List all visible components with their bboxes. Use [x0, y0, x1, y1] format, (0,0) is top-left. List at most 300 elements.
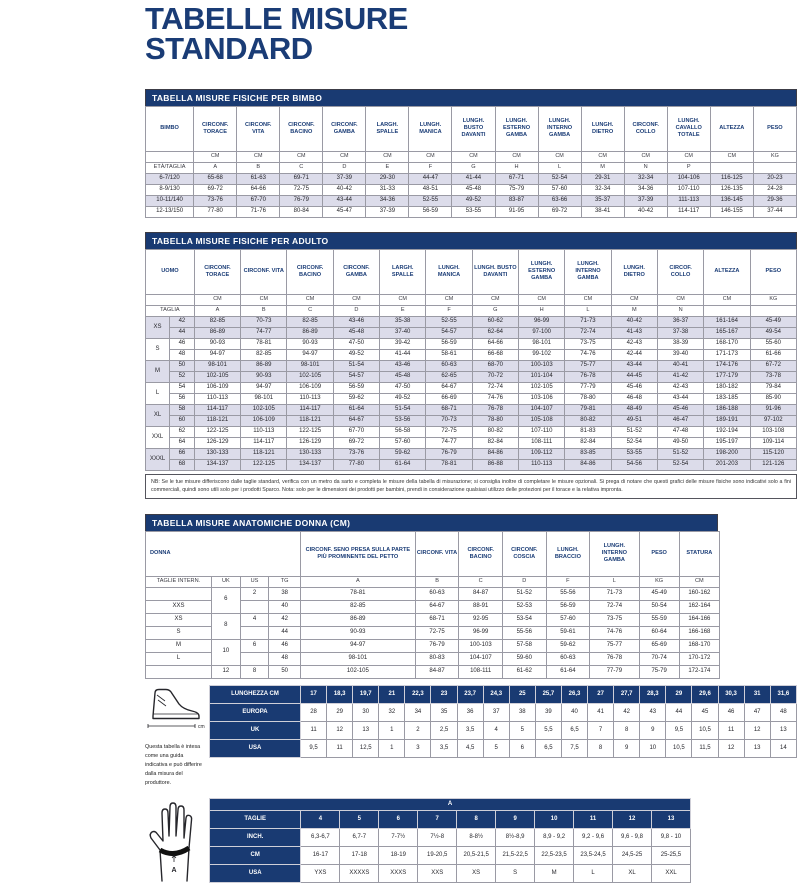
table-cell: 86-88 — [472, 459, 518, 470]
table-cell: 43-44 — [323, 195, 366, 206]
value-cell: 12 — [613, 810, 652, 828]
letter-cell: C — [280, 162, 323, 173]
value-cell: 45 — [692, 703, 718, 721]
intern-size — [146, 665, 212, 678]
unit-cell: CM — [581, 151, 624, 162]
column-header: CIRCONF. GAMBA — [333, 249, 379, 294]
row-label: UK — [210, 721, 301, 739]
table-cell: 45-46 — [611, 382, 657, 393]
tg-size: 46 — [269, 639, 301, 652]
table-cell: 71-73 — [590, 587, 639, 600]
row-label: INCH. — [210, 828, 301, 846]
shoes-section — [145, 685, 797, 789]
data-row — [146, 382, 797, 393]
us-size: 4 — [240, 613, 269, 626]
value-cell: 9,6 - 9,8 — [613, 828, 652, 846]
table-cell: 52-53 — [502, 600, 546, 613]
table-cell: 82-84 — [565, 437, 611, 448]
value-cell: 12 — [744, 721, 770, 739]
uk-size: 6 — [212, 587, 241, 613]
table-cell: 84-86 — [472, 448, 518, 459]
value-cell: 3 — [405, 739, 431, 757]
value-cell: 6,7-7 — [340, 828, 379, 846]
data-row — [146, 184, 797, 195]
table-cell: 66-68 — [472, 349, 518, 360]
table-cell: 174-176 — [704, 360, 750, 371]
column-header: LUNGH. MANICA — [409, 106, 452, 151]
data-row — [146, 206, 797, 217]
table-cell: 45-49 — [639, 587, 679, 600]
data-row — [210, 864, 691, 882]
column-header: ALTEZZA — [704, 249, 750, 294]
table-cell: 73-78 — [750, 371, 796, 382]
table-cell: 72-74 — [565, 327, 611, 338]
table-cell: 51-52 — [611, 426, 657, 437]
table-cell: 98-101 — [519, 338, 565, 349]
value-cell: 9,8 - 10 — [651, 828, 690, 846]
size-label: 58 — [170, 404, 195, 415]
value-cell: 3,5 — [457, 721, 483, 739]
table-cell: 108-111 — [519, 437, 565, 448]
table-cell: 84-87 — [459, 587, 503, 600]
table-cell: 32-34 — [624, 173, 667, 184]
unit-cell: CM — [704, 294, 750, 305]
table-cell: 36-37 — [657, 316, 703, 327]
value-cell: 11 — [301, 721, 327, 739]
table-cell: 47-50 — [333, 338, 379, 349]
data-row — [210, 721, 797, 739]
table-cell: 72-75 — [426, 426, 472, 437]
table-cell: 54-57 — [333, 371, 379, 382]
column-header: ALTEZZA — [710, 106, 753, 151]
table-cell: 73-76 — [333, 448, 379, 459]
intern-size: S — [146, 626, 212, 639]
table-cell: 71-73 — [565, 316, 611, 327]
letter-cell: E — [380, 305, 426, 316]
table-cell: 37-44 — [753, 206, 796, 217]
table-cell: 102-105 — [287, 371, 333, 382]
table-cell: 52-55 — [426, 316, 472, 327]
table-cell: 44-47 — [409, 173, 452, 184]
value-cell: 6 — [379, 810, 418, 828]
table-cell: 48-51 — [409, 184, 452, 195]
table-cell: 34-36 — [624, 184, 667, 195]
value-cell: 29 — [666, 685, 692, 703]
table-cell: 102-105 — [194, 371, 240, 382]
shoes-caption: Questa tabella è intesa come una guida indicativa e può differire dalla misura del produttore. — [145, 743, 202, 787]
table-cell: 126-129 — [194, 437, 240, 448]
table-cell: 103-108 — [750, 426, 796, 437]
data-row — [146, 587, 720, 600]
column-header: PESO — [639, 531, 679, 576]
value-cell: 25,7 — [535, 685, 561, 703]
table-cell: 56-58 — [380, 426, 426, 437]
value-cell: 4 — [483, 721, 509, 739]
table-cell: 78-81 — [241, 338, 287, 349]
table-cell: 37-39 — [624, 195, 667, 206]
value-cell: 5 — [340, 810, 379, 828]
size-label: 48 — [170, 349, 195, 360]
size-group-label: M — [146, 360, 170, 382]
table-cell: 49-51 — [611, 415, 657, 426]
table-cell: 45-48 — [380, 371, 426, 382]
value-cell: 7½-8 — [418, 828, 457, 846]
column-header: LUNGH. DIETRO — [581, 106, 624, 151]
table-cell: 171-173 — [704, 349, 750, 360]
value-cell: 25-25,5 — [651, 846, 690, 864]
table-cell: 63-66 — [538, 195, 581, 206]
shoes-side-column — [145, 685, 209, 789]
table-cell: 38-41 — [581, 206, 624, 217]
table-cell: 109-112 — [519, 448, 565, 459]
value-cell: 40 — [561, 703, 587, 721]
column-header: CIRCONF. VITA — [241, 249, 287, 294]
row-label: USA — [210, 739, 301, 757]
table-cell: 86-89 — [300, 613, 415, 626]
table-cell: 90-93 — [241, 371, 287, 382]
column-header: CIRCONF. TORACE — [194, 249, 240, 294]
table-cell: 60-63 — [415, 587, 459, 600]
value-cell: XXS — [418, 864, 457, 882]
letter-cell: A — [300, 576, 415, 587]
value-cell: 8 — [457, 810, 496, 828]
size-group-label: S — [146, 338, 170, 360]
size-label: 46 — [170, 338, 195, 349]
table-cell: 41-44 — [452, 173, 495, 184]
row-label: EUROPA — [210, 703, 301, 721]
value-cell: 6,5 — [561, 721, 587, 739]
column-header: LUNGH. ESTERNO GAMBA — [519, 249, 565, 294]
letters-row — [146, 305, 797, 316]
table-cell: 51-52 — [502, 587, 546, 600]
size-label: 44 — [170, 327, 195, 338]
corner-header: UOMO — [146, 249, 195, 294]
table-cell: 54-56 — [611, 459, 657, 470]
unit-cell: CM — [280, 151, 323, 162]
data-row — [146, 338, 797, 349]
data-row — [146, 327, 797, 338]
uk-size: 10 — [212, 639, 241, 665]
value-cell: 11 — [574, 810, 613, 828]
size-group-label: XL — [146, 404, 170, 426]
shoes-table-wrap — [209, 685, 797, 758]
table-cell: 72-75 — [280, 184, 323, 195]
tg-size: 38 — [269, 587, 301, 600]
data-row — [146, 448, 797, 459]
letter-cell: F — [409, 162, 452, 173]
letter-cell: C — [459, 576, 503, 587]
table-cell: 102-105 — [519, 382, 565, 393]
letter-cell: D — [333, 305, 379, 316]
unit-cell: KG — [753, 151, 796, 162]
column-header: LARGH. SPALLE — [366, 106, 409, 151]
column-header: LUNGH. BUSTO DAVANTI — [472, 249, 518, 294]
data-row — [146, 426, 797, 437]
value-cell: 18-19 — [379, 846, 418, 864]
table-cell: 67-70 — [333, 426, 379, 437]
data-row — [210, 685, 797, 703]
column-header: CIRCONF. BACINO — [280, 106, 323, 151]
table-cell: 69-72 — [194, 184, 237, 195]
value-cell: 7,5 — [561, 739, 587, 757]
table-cell: 183-185 — [704, 393, 750, 404]
row-label: CM — [210, 846, 301, 864]
value-cell: 7-7½ — [379, 828, 418, 846]
value-cell: 9 — [496, 810, 535, 828]
table-cell: 162-164 — [679, 600, 719, 613]
sub-header: US — [240, 576, 269, 587]
column-header: CIRCONF. BACINO — [287, 249, 333, 294]
table-cell: 82-85 — [241, 349, 287, 360]
table-cell: 40-41 — [657, 360, 703, 371]
table-cell: 75-77 — [590, 639, 639, 652]
table-cell: 107-110 — [667, 184, 710, 195]
table-cell: 37-40 — [380, 327, 426, 338]
us-size: 6 — [240, 639, 269, 652]
table-cell: 41-42 — [657, 371, 703, 382]
table-cell: 73-76 — [194, 195, 237, 206]
bimbo-table — [145, 106, 797, 218]
table-cell: 40-42 — [624, 206, 667, 217]
table-cell: 53-56 — [380, 415, 426, 426]
table-cell: 77-79 — [590, 665, 639, 678]
column-header: LUNGH. BUSTO DAVANTI — [452, 106, 495, 151]
column-header: CIRCONF. VITA — [415, 531, 459, 576]
size-label: 50 — [170, 360, 195, 371]
table-cell: 35-37 — [581, 195, 624, 206]
table-cell: 45-48 — [452, 184, 495, 195]
data-row — [146, 173, 797, 184]
table-cell: 118-121 — [241, 448, 287, 459]
value-cell: 27 — [588, 685, 614, 703]
column-header: LARGH. SPALLE — [380, 249, 426, 294]
letter-cell: CM — [679, 576, 719, 587]
table-cell: 68-71 — [415, 613, 459, 626]
table-cell: 71-76 — [237, 206, 280, 217]
table-cell: 86-89 — [194, 327, 240, 338]
table-cell: 94-97 — [300, 639, 415, 652]
value-cell: 8,9 - 9,2 — [535, 828, 574, 846]
table-cell: 78-80 — [472, 415, 518, 426]
value-cell: 8 — [588, 739, 614, 757]
table-cell: 37-39 — [323, 173, 366, 184]
letter-cell: H — [495, 162, 538, 173]
value-cell: 7 — [588, 721, 614, 739]
table-cell: 122-125 — [287, 426, 333, 437]
unit-cell: CM — [657, 294, 703, 305]
table-cell: 68-71 — [426, 404, 472, 415]
table-cell: 59-61 — [546, 626, 590, 639]
size-group-label: L — [146, 382, 170, 404]
unit-cell: CM — [323, 151, 366, 162]
sub-header: TG — [269, 576, 301, 587]
table-cell: 66-69 — [426, 393, 472, 404]
letter-cell: B — [237, 162, 280, 173]
table-cell: 106-109 — [194, 382, 240, 393]
value-cell: 6,5 — [535, 739, 561, 757]
value-cell: 31,6 — [770, 685, 796, 703]
table-cell: 52-54 — [611, 437, 657, 448]
table-cell: 61-66 — [750, 349, 796, 360]
tg-size: 48 — [269, 652, 301, 665]
letter-cell: D — [502, 576, 546, 587]
unit-cell: CM — [452, 151, 495, 162]
size-label: 66 — [170, 448, 195, 459]
adulto-footnote: NB: Se le tue misure differiscono dalle taglie standard, verifica con un metro da sarto e completa le misure della tabella di misurazione; si consiglia inoltre di completare le misure opzionali. Si prega di notare che questi grafici delle misure fisiche sono indicativi solo a fini commerciali, quindi sono utili solo per i prodotti Sparco. Nota: solo per le dimensioni dei prodotti per bambini, prendi in considerazione qualsiasi utilizzo delle protezioni per il torace e la relativa impronta. — [145, 474, 797, 499]
table-cell: 80-82 — [565, 415, 611, 426]
table-cell: 105-108 — [519, 415, 565, 426]
value-cell: 10,5 — [692, 721, 718, 739]
value-cell: 30 — [353, 703, 379, 721]
table-cell: 70-73 — [426, 415, 472, 426]
table-cell: 61-62 — [502, 665, 546, 678]
table-cell: 91-95 — [495, 206, 538, 217]
letters-label: ETÀ/TAGLIA — [146, 162, 194, 173]
units-row — [146, 294, 797, 305]
table-cell: 43-44 — [611, 360, 657, 371]
letter-cell: B — [241, 305, 287, 316]
table-cell: 122-125 — [194, 426, 240, 437]
data-row — [146, 371, 797, 382]
table-cell: 65-68 — [194, 173, 237, 184]
data-row — [146, 404, 797, 415]
value-cell: 23,7 — [457, 685, 483, 703]
table-cell: 55-59 — [639, 613, 679, 626]
table-cell: 90-93 — [194, 338, 240, 349]
data-row — [210, 810, 691, 828]
adulto-table — [145, 249, 797, 471]
value-cell: 28,3 — [640, 685, 666, 703]
shoe-unit-label: cm — [198, 723, 205, 730]
row-label: TAGLIE — [210, 810, 301, 828]
corner-header: BIMBO — [146, 106, 194, 151]
value-cell: 9 — [614, 739, 640, 757]
unit-cell: CM — [333, 294, 379, 305]
letter-cell: L — [590, 576, 639, 587]
table-cell: 50-54 — [639, 600, 679, 613]
table-cell: 97-100 — [519, 327, 565, 338]
donna-table — [145, 531, 720, 679]
table-cell: 53-55 — [611, 448, 657, 459]
table-cell: 73-75 — [565, 338, 611, 349]
tg-size: 50 — [269, 665, 301, 678]
table-cell: 72-74 — [590, 600, 639, 613]
table-cell: 56-59 — [546, 600, 590, 613]
table-cell: 51-52 — [657, 448, 703, 459]
value-cell: 8½-8,9 — [496, 828, 535, 846]
value-cell: S — [496, 864, 535, 882]
data-row — [210, 739, 797, 757]
data-row — [210, 703, 797, 721]
value-cell: 27,7 — [614, 685, 640, 703]
table-cell: 94-97 — [241, 382, 287, 393]
value-cell: 14 — [770, 739, 796, 757]
adulto-table-title: TABELLA MISURE FISICHE PER ADULTO — [145, 232, 797, 249]
table-cell: 43-44 — [657, 393, 703, 404]
unit-cell: CM — [710, 151, 753, 162]
data-row — [146, 437, 797, 448]
table-cell: 81-83 — [565, 426, 611, 437]
table-cell: 88-91 — [459, 600, 503, 613]
sub-header-row — [146, 576, 720, 587]
corner-header: DONNA — [146, 531, 301, 576]
table-cell: 59-62 — [380, 448, 426, 459]
table-cell: 57-60 — [538, 184, 581, 195]
size-label: 56 — [170, 393, 195, 404]
data-row — [146, 665, 720, 678]
table-cell: 75-77 — [565, 360, 611, 371]
table-cell: 107-110 — [519, 426, 565, 437]
shoes-table — [209, 685, 797, 758]
table-cell: 114-117 — [287, 404, 333, 415]
value-cell: 11 — [718, 721, 744, 739]
value-cell: 10 — [640, 739, 666, 757]
intern-size — [146, 587, 212, 600]
table-cell: 177-179 — [704, 371, 750, 382]
table-cell: 64-67 — [333, 415, 379, 426]
table-cell: 110-113 — [194, 393, 240, 404]
table-cell: 51-54 — [380, 404, 426, 415]
glove-measure-label: A — [171, 866, 177, 874]
header-row — [146, 249, 797, 294]
value-cell: 12,5 — [353, 739, 379, 757]
value-cell: 2,5 — [431, 721, 457, 739]
size-label: 54 — [170, 382, 195, 393]
value-cell: 29 — [327, 703, 353, 721]
value-cell: 31 — [744, 685, 770, 703]
table-cell: 70-72 — [472, 371, 518, 382]
table-cell: 64-66 — [237, 184, 280, 195]
unit-cell: CM — [519, 294, 565, 305]
table-cell: 97-102 — [750, 415, 796, 426]
table-cell: 80-84 — [280, 206, 323, 217]
column-header: CIRCONF. COLLO — [624, 106, 667, 151]
table-cell: 52-54 — [657, 459, 703, 470]
span-header-row — [210, 798, 691, 810]
size-label: 60 — [170, 415, 195, 426]
column-header: LUNGH. BRACCIO — [546, 531, 590, 576]
size-label: 6-7/120 — [146, 173, 194, 184]
table-cell: 61-64 — [333, 404, 379, 415]
table-cell: 40-42 — [323, 184, 366, 195]
table-cell: 180-182 — [704, 382, 750, 393]
data-row — [146, 393, 797, 404]
unit-cell: CM — [287, 294, 333, 305]
table-cell: 56-59 — [333, 382, 379, 393]
value-cell: 9,5 — [301, 739, 327, 757]
table-cell: 47-50 — [380, 382, 426, 393]
table-cell: 59-62 — [333, 393, 379, 404]
table-cell: 189-191 — [704, 415, 750, 426]
table-cell: 76-78 — [565, 371, 611, 382]
table-cell: 84-86 — [565, 459, 611, 470]
page-title-line2: STANDARD — [145, 31, 313, 67]
table-cell — [146, 151, 194, 162]
size-group-label: XS — [146, 316, 170, 338]
table-cell: 106-109 — [241, 415, 287, 426]
table-cell: 122-125 — [241, 459, 287, 470]
value-cell: 23,5-24,5 — [574, 846, 613, 864]
table-cell: 100-103 — [519, 360, 565, 371]
table-cell: 70-74 — [639, 652, 679, 665]
value-cell: 2 — [405, 721, 431, 739]
table-cell: 57-58 — [502, 639, 546, 652]
data-row — [146, 459, 797, 470]
intern-size: XXS — [146, 600, 212, 613]
table-cell: 67-70 — [237, 195, 280, 206]
letter-cell — [704, 305, 750, 316]
table-cell: 104-107 — [459, 652, 503, 665]
